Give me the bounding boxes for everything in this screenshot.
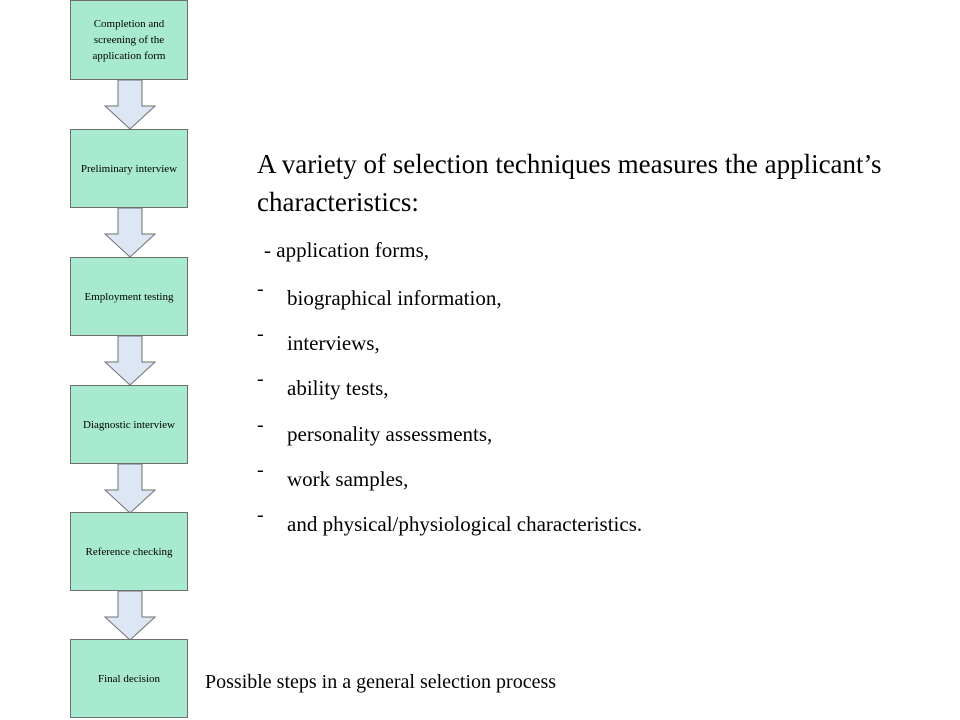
dash-bullet-icon: - (257, 459, 264, 481)
dash-bullet-icon: - (257, 323, 264, 345)
dash-bullet-icon: - (257, 368, 264, 390)
list-item-text: and physical/physiological characteristics. (287, 512, 643, 536)
down-arrow-icon (104, 591, 156, 641)
step-label: Employment testing (84, 290, 174, 303)
step-label: Preliminary interview (80, 162, 178, 175)
step-label: Final decision (97, 672, 161, 685)
step-box-final-decision (70, 639, 188, 718)
down-arrow-icon (104, 208, 156, 258)
step-box-application-form (70, 0, 188, 80)
dash-bullet-icon: - (257, 414, 264, 436)
slide-heading: A variety of selection techniques measures the applicant’s characteristics: (257, 149, 882, 217)
step-box-preliminary-interview (70, 129, 188, 208)
list-item-text: personality assessments, (287, 422, 493, 446)
step-box-reference-checking (70, 512, 188, 591)
down-arrow-icon (104, 464, 156, 514)
step-box-diagnostic-interview (70, 385, 188, 464)
list-item-text: ability tests, (287, 376, 389, 400)
dash-bullet-icon: - (257, 504, 264, 526)
list-item-text: work samples, (287, 467, 409, 491)
list-item-text: interviews, (287, 331, 380, 355)
first-technique-item: - application forms, (264, 238, 430, 262)
dash-bullet-icon: - (257, 278, 264, 300)
list-item-text: biographical information, (287, 286, 502, 310)
flowchart-caption: Possible steps in a general selection process (205, 671, 557, 693)
down-arrow-icon (104, 80, 156, 130)
down-arrow-icon (104, 336, 156, 386)
step-label: Reference checking (85, 545, 173, 558)
step-label: Completion and screening of the application form (92, 18, 166, 62)
step-label: Diagnostic interview (83, 418, 175, 431)
step-box-employment-testing (70, 257, 188, 336)
